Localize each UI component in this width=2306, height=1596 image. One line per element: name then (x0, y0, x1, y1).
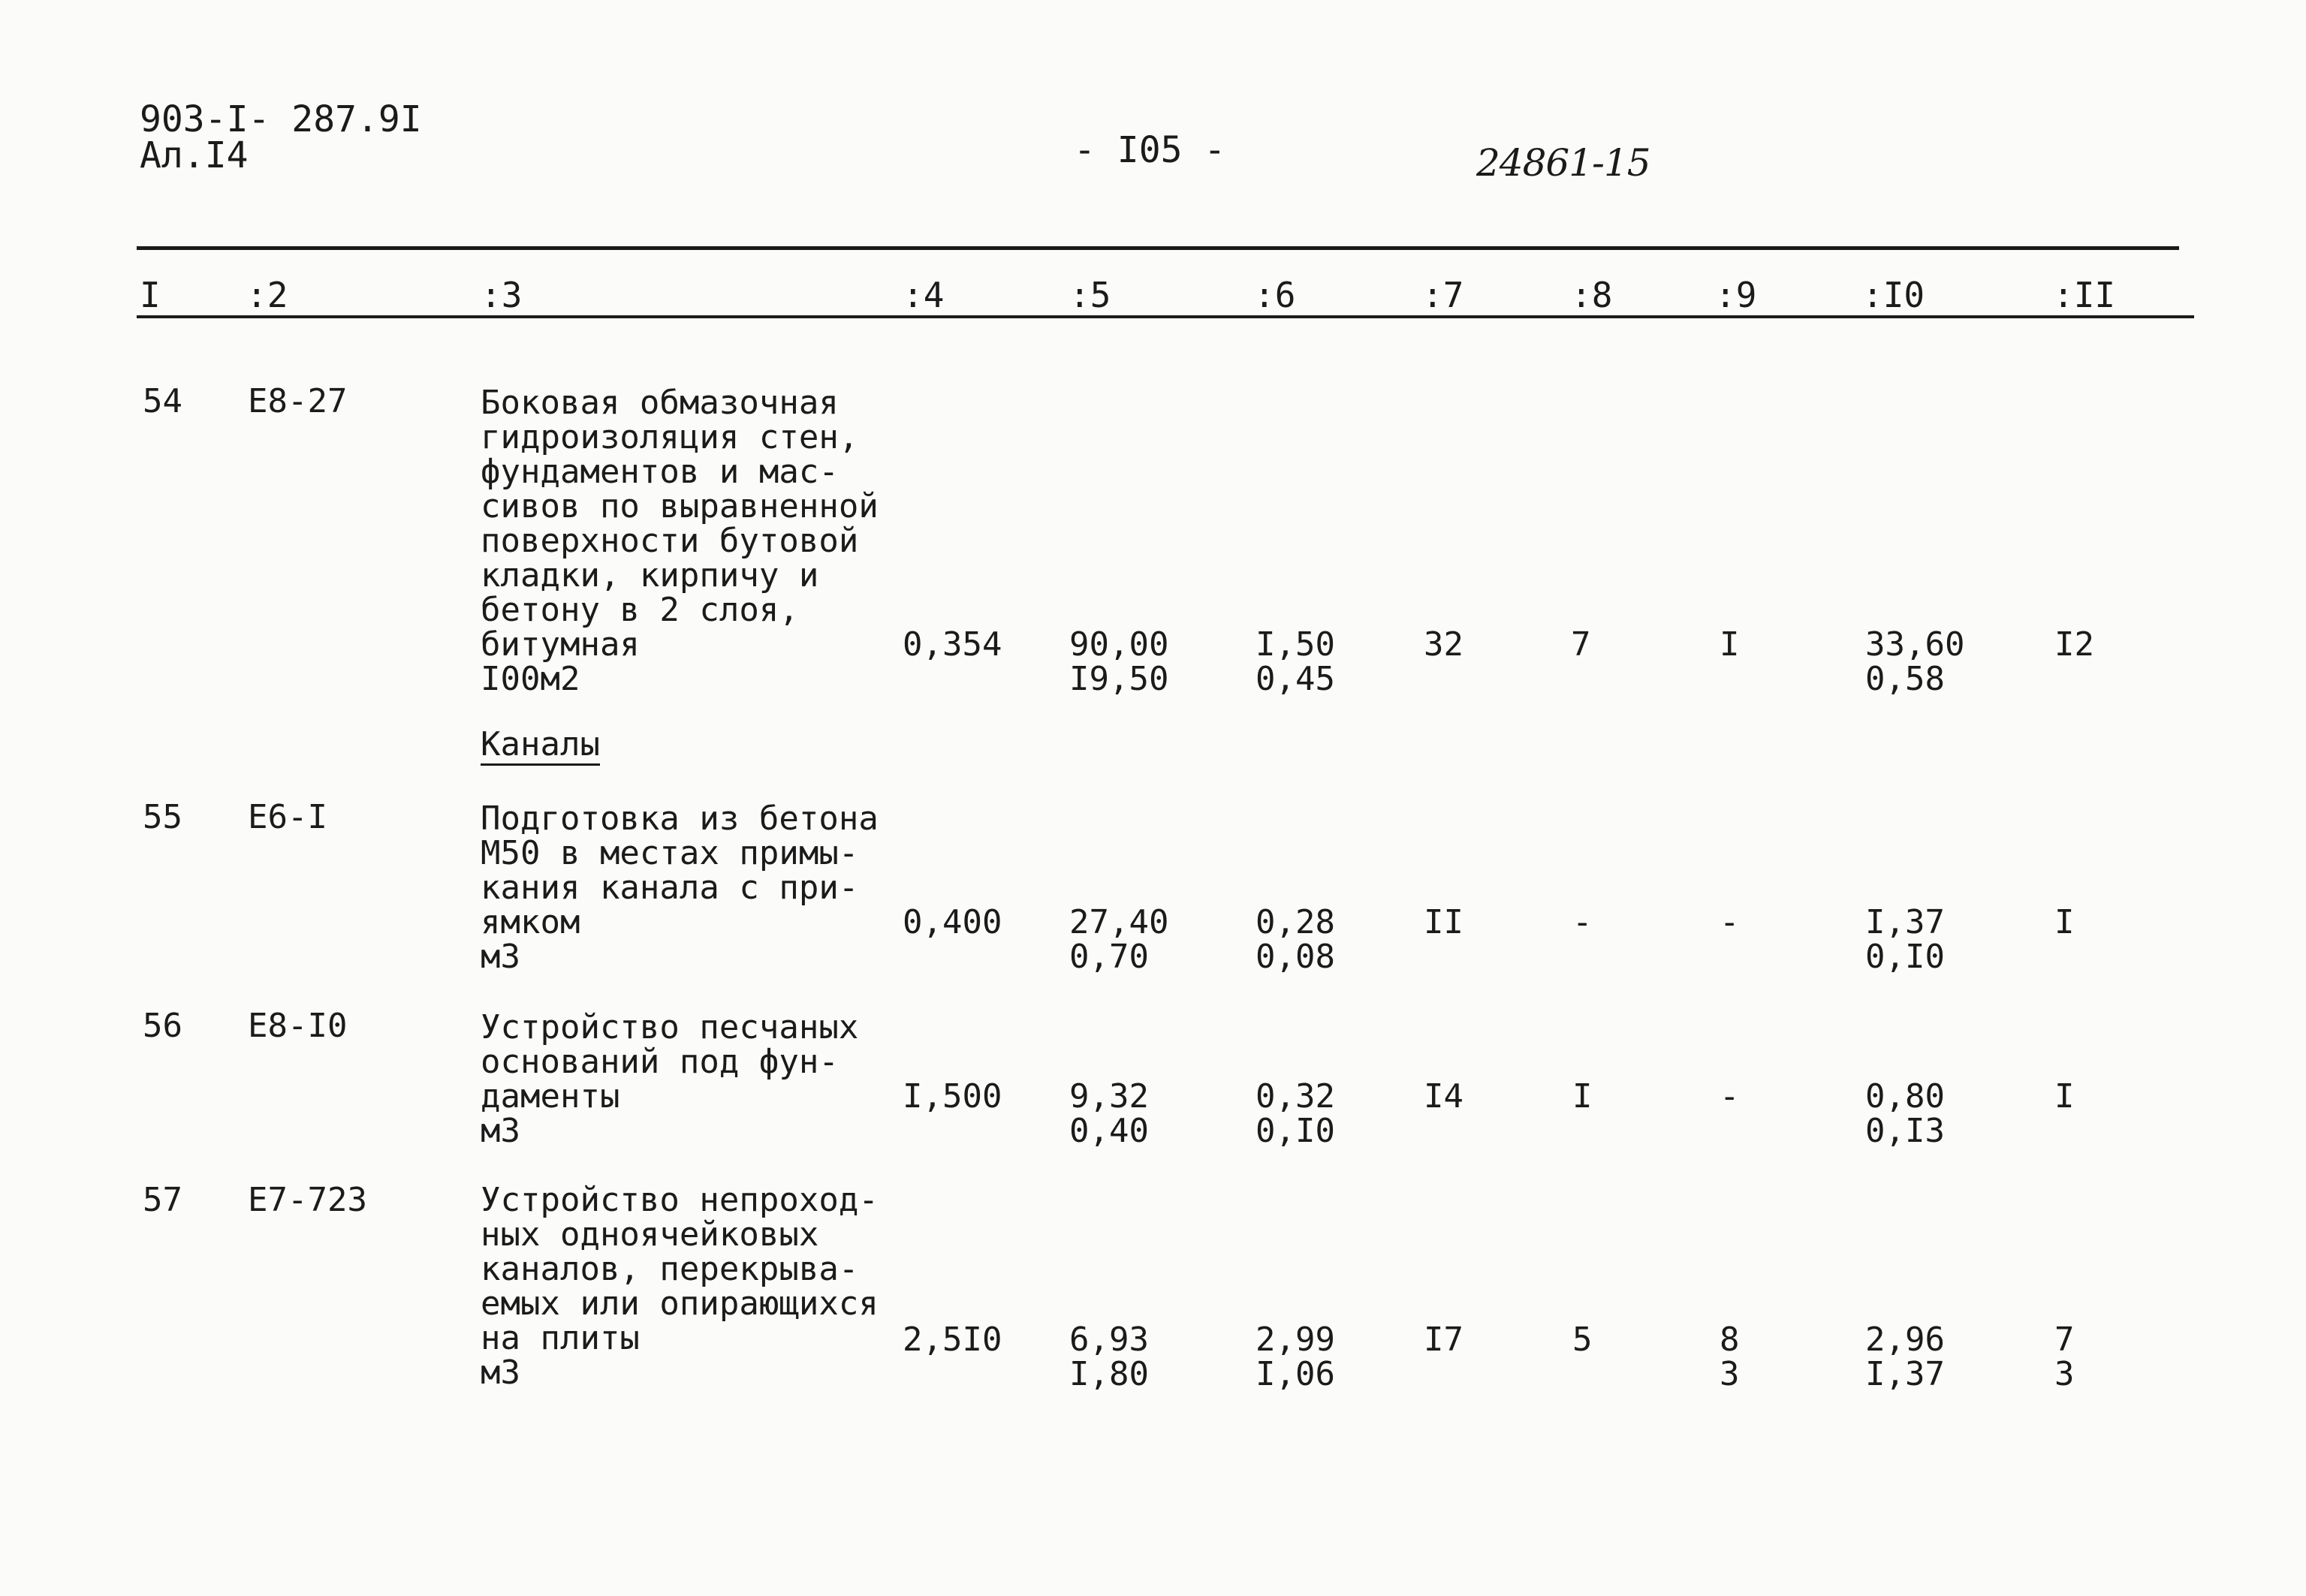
col7-value: 32 (1424, 625, 1463, 664)
unit-cost: 27,40 0,70 (1069, 903, 1169, 976)
col-header-2: :2 (246, 275, 288, 315)
sheet-label: Ал.I4 (140, 134, 249, 176)
page-number: - I05 - (1074, 129, 1226, 171)
col8-value: I (1572, 1077, 1593, 1116)
col11-value: I (2054, 1077, 2075, 1116)
quantity: 2,5I0 (903, 1320, 1002, 1359)
quantity: 0,354 (903, 625, 1002, 664)
norm-code: E8-27 (248, 382, 348, 420)
col6-value: I,50 0,45 (1255, 625, 1335, 698)
col11-value: I2 (2054, 625, 2094, 664)
unit-cost: 9,32 0,40 (1069, 1077, 1149, 1150)
col-header-1: I (140, 275, 161, 315)
col10-value: 0,80 0,I3 (1865, 1077, 1945, 1150)
col-header-10: :I0 (1862, 275, 1925, 315)
table-top-rule (137, 246, 2179, 250)
col7-value: I7 (1424, 1320, 1463, 1359)
quantity: 0,400 (903, 903, 1002, 941)
col10-value: I,37 0,I0 (1865, 903, 1945, 976)
col6-value: 0,32 0,I0 (1255, 1077, 1335, 1150)
col7-value: II (1424, 903, 1463, 941)
work-description: Устройство непроход- ных одноячейковых каналов, перекрыва- емых или опирающихся на плиты м3 (481, 1181, 879, 1392)
work-description: Устройство песчаных оснований под фун- даменты м3 (481, 1008, 859, 1150)
col6-value: 0,28 0,08 (1255, 903, 1335, 976)
unit-cost: 90,00 I9,50 (1069, 625, 1169, 698)
row-number: 54 (143, 382, 182, 420)
col8-value: 7 (1571, 625, 1591, 664)
section-title: Каналы (481, 725, 600, 766)
col-header-4: :4 (903, 275, 945, 315)
col-header-9: :9 (1715, 275, 1757, 315)
col-header-7: :7 (1422, 275, 1464, 315)
col9-value: 8 3 (1720, 1320, 1740, 1393)
col8-value: - (1572, 903, 1593, 941)
col-header-6: :6 (1254, 275, 1296, 315)
document-code: 903-I- 287.9I (140, 98, 422, 140)
work-description: Подготовка из бетона М50 в местах примы- кания канала с при- ямком м3 (481, 800, 879, 976)
row-number: 55 (143, 798, 182, 836)
col10-value: 33,60 0,58 (1865, 625, 1965, 698)
unit-cost: 6,93 I,80 (1069, 1320, 1149, 1393)
col-header-11: :II (2053, 275, 2116, 315)
col-header-5: :5 (1069, 275, 1111, 315)
row-number: 57 (143, 1181, 182, 1219)
col11-value: 7 3 (2054, 1320, 2075, 1393)
col11-value: I (2054, 903, 2075, 941)
col9-value: - (1720, 903, 1740, 941)
col10-value: 2,96 I,37 (1865, 1320, 1945, 1393)
col7-value: I4 (1424, 1077, 1463, 1116)
col-header-3: :3 (481, 275, 523, 315)
quantity: I,500 (903, 1077, 1002, 1116)
norm-code: E7-723 (248, 1181, 367, 1219)
norm-code: E6-I (248, 798, 327, 836)
col9-value: I (1720, 625, 1740, 664)
row-number: 56 (143, 1007, 182, 1045)
col-header-8: :8 (1571, 275, 1613, 315)
col9-value: - (1720, 1077, 1740, 1116)
col8-value: 5 (1572, 1320, 1593, 1359)
work-description: Боковая обмазочная гидроизоляция стен, фундаментов и мас- сивов по выравненной поверхности бутовой кладки, кирпичу и бетону в 2 слоя, битумная I00м2 (481, 384, 879, 698)
handwritten-inventory-code: 24861-15 (1476, 141, 1650, 185)
col6-value: 2,99 I,06 (1255, 1320, 1335, 1393)
norm-code: E8-I0 (248, 1007, 348, 1045)
header-bottom-rule (137, 315, 2194, 318)
